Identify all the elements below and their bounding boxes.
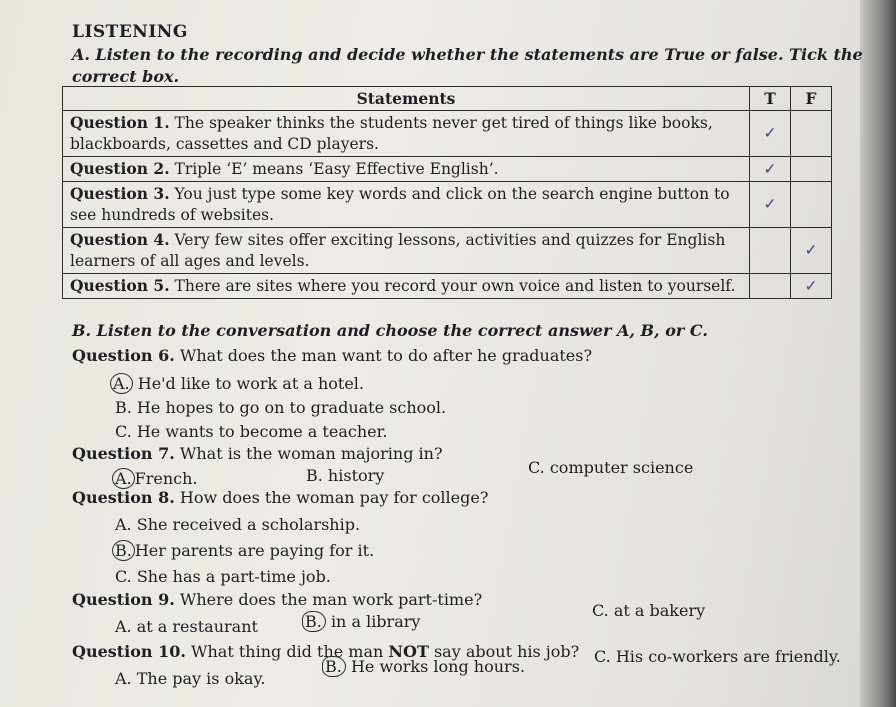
selected-answer-circle: B. <box>302 611 326 632</box>
q9-option-c[interactable]: C. at a bakery <box>592 601 706 620</box>
q7-option-c[interactable]: C. computer science <box>528 458 694 477</box>
row-text: The speaker thinks the students never get tired of things like books, blackboards, cassettes and CD players. <box>70 114 713 153</box>
q7-option-a[interactable]: A. French. <box>112 469 198 488</box>
q9-option-b[interactable]: B. in a library <box>302 612 420 631</box>
row-text: You just type some key words and click on the search engine button to see hundreds of websites. <box>70 185 730 224</box>
q9-option-a[interactable]: A. at a restaurant <box>115 617 258 636</box>
q10-option-c[interactable]: C. His co-workers are friendly. <box>594 647 841 666</box>
false-checkbox[interactable] <box>791 157 832 182</box>
q10-option-b[interactable]: B. He works long hours. <box>322 657 525 676</box>
selected-answer-circle: B. <box>322 656 346 677</box>
q8-option-b[interactable]: B. Her parents are paying for it. <box>112 541 374 560</box>
row-label: Question 5. <box>70 276 170 295</box>
false-checkbox[interactable]: ✓ <box>791 228 832 274</box>
table-row <box>63 157 832 182</box>
row-text: Triple ‘E’ means ‘Easy Effective English’. <box>174 160 499 178</box>
false-header: F <box>791 87 832 111</box>
row-label: Question 4. <box>70 230 170 249</box>
question-6: Question 6. What does the man want to do after he graduates? <box>72 346 593 365</box>
question-10: Question 10. What thing did the man NOT say about his job? <box>72 642 580 661</box>
false-checkbox[interactable] <box>791 182 832 228</box>
row-label: Question 2. <box>70 159 170 178</box>
question-9: Question 9. Where does the man work part-time? <box>72 590 483 609</box>
statements-table <box>62 86 832 299</box>
statements-header: Statements <box>63 87 750 111</box>
row-text: There are sites where you record your own voice and listen to yourself. <box>174 277 736 295</box>
part-a-instruction: A. Listen to the recording and decide whether the statements are True or false. Tick the correct box. <box>72 45 863 86</box>
true-header: T <box>750 87 791 111</box>
true-checkbox[interactable]: ✓ <box>750 157 791 182</box>
row-text: Very few sites offer exciting lessons, activities and quizzes for English learners of all ages and levels. <box>70 231 726 270</box>
true-checkbox[interactable] <box>750 274 791 299</box>
table-row <box>63 228 832 274</box>
selected-answer-circle: A. <box>110 373 133 394</box>
table-header-row <box>63 87 832 111</box>
section-title: LISTENING <box>72 22 188 42</box>
part-b-instruction: B. Listen to the conversation and choose the correct answer A, B, or C. <box>72 321 708 340</box>
false-checkbox[interactable]: ✓ <box>791 274 832 299</box>
false-checkbox[interactable] <box>791 111 832 157</box>
question-7: Question 7. What is the woman majoring in? <box>72 444 443 463</box>
page-edge-shadow <box>860 0 896 707</box>
q7-option-b[interactable]: B. history <box>306 466 385 485</box>
q6-option-a[interactable]: A. He'd like to work at a hotel. <box>110 374 364 393</box>
q10-option-a[interactable]: A. The pay is okay. <box>115 669 266 688</box>
q8-option-c[interactable]: C. She has a part-time job. <box>115 567 331 586</box>
selected-answer-circle: B. <box>112 540 135 561</box>
q6-option-c[interactable]: C. He wants to become a teacher. <box>115 422 388 441</box>
q6-option-b[interactable]: B. He hopes to go on to graduate school. <box>115 398 447 417</box>
table-row <box>63 111 832 157</box>
q8-option-a[interactable]: A. She received a scholarship. <box>115 515 361 534</box>
selected-answer-circle: A. <box>112 468 135 489</box>
table-row <box>63 274 832 299</box>
row-label: Question 1. <box>70 113 170 132</box>
table-row <box>63 182 832 228</box>
row-label: Question 3. <box>70 184 170 203</box>
true-checkbox[interactable]: ✓ <box>750 111 791 157</box>
question-8: Question 8. How does the woman pay for college? <box>72 488 489 507</box>
true-checkbox[interactable]: ✓ <box>750 182 791 228</box>
true-checkbox[interactable] <box>750 228 791 274</box>
